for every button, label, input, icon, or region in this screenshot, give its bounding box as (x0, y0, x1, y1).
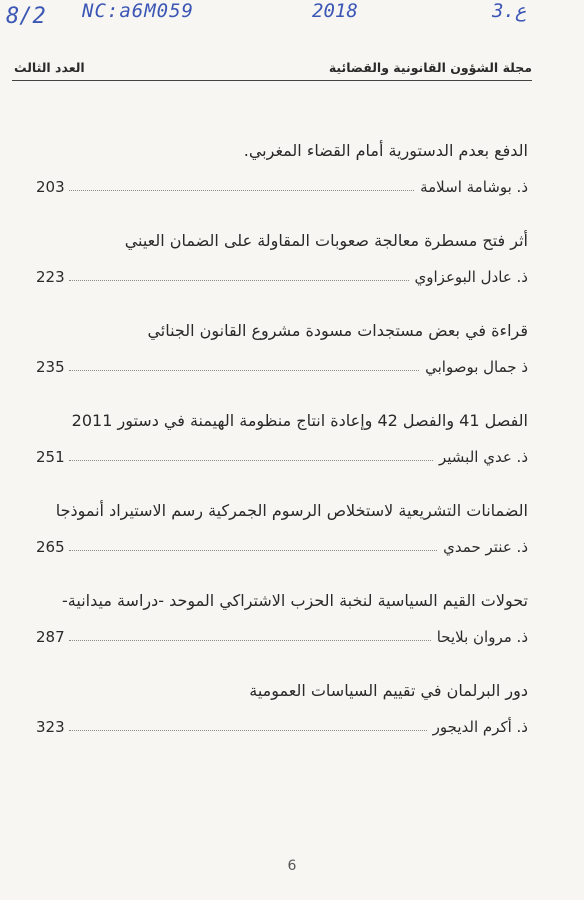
handwritten-fraction: 8/2 (6, 4, 46, 29)
toc-author: ذ. عنتر حمدي (443, 538, 528, 556)
table-of-contents (36, 140, 528, 770)
handwritten-year: 2018 (312, 0, 358, 22)
toc-author-line (36, 532, 528, 556)
journal-title: مجلة الشؤون القانونية والقضائية (328, 60, 532, 75)
toc-title: تحولات القيم السياسية لنخبة الحزب الاشتراكي الموحد -دراسة ميدانية- (62, 591, 528, 610)
toc-author: ذ. عادل البوعزاوي (414, 268, 528, 286)
toc-title: قراءة في بعض مستجدات مسودة مشروع القانون الجنائي (147, 321, 528, 340)
toc-author: ذ. عدي البشير (439, 448, 528, 466)
toc-page-number: 251 (36, 448, 65, 466)
toc-author-line (36, 622, 528, 646)
toc-page-number: 235 (36, 358, 65, 376)
page-header (12, 58, 532, 81)
dot-leader (69, 550, 438, 551)
toc-page-number: 265 (36, 538, 65, 556)
toc-author-line (36, 712, 528, 736)
toc-entry (36, 230, 528, 320)
handwritten-annotations (0, 0, 584, 30)
toc-page-number: 223 (36, 268, 65, 286)
toc-entry (36, 590, 528, 680)
handwritten-code: NC:a6M059 (82, 0, 194, 22)
toc-author: ذ. مروان بلايحا (436, 628, 528, 646)
toc-page-number: 203 (36, 178, 65, 196)
toc-title: أثر فتح مسطرة معالجة صعوبات المقاولة على الضمان العيني (124, 231, 528, 250)
dot-leader (69, 460, 433, 461)
toc-page-number: 287 (36, 628, 65, 646)
issue-label: العدد الثالث (14, 60, 85, 75)
toc-title: الفصل 41 والفصل 42 وإعادة انتاج منظومة الهيمنة في دستور 2011 (71, 411, 528, 430)
toc-author-line (36, 352, 528, 376)
dot-leader (69, 280, 409, 281)
toc-author-line (36, 262, 528, 286)
toc-title: دور البرلمان في تقييم السياسات العمومية (249, 681, 528, 700)
toc-author-line (36, 442, 528, 466)
toc-author: ذ. أكرم الديجور (432, 718, 528, 736)
toc-title: الدفع بعدم الدستورية أمام القضاء المغربي. (243, 141, 528, 160)
toc-entry (36, 680, 528, 770)
toc-entry (36, 140, 528, 230)
dot-leader (69, 730, 427, 731)
toc-entry (36, 320, 528, 410)
toc-author: ذ جمال بوصوابي (425, 358, 528, 376)
handwritten-ref: ع.3 (492, 0, 527, 22)
page-number: 6 (287, 858, 297, 874)
toc-entry (36, 410, 528, 500)
dot-leader (69, 190, 414, 191)
dot-leader (69, 640, 431, 641)
toc-page-number: 323 (36, 718, 65, 736)
dot-leader (69, 370, 419, 371)
toc-title: الضمانات التشريعية لاستخلاص الرسوم الجمركية رسم الاستيراد أنموذجا (55, 501, 528, 520)
toc-author-line (36, 172, 528, 196)
toc-entry (36, 500, 528, 590)
toc-author: ذ. بوشامة اسلامة (420, 178, 528, 196)
